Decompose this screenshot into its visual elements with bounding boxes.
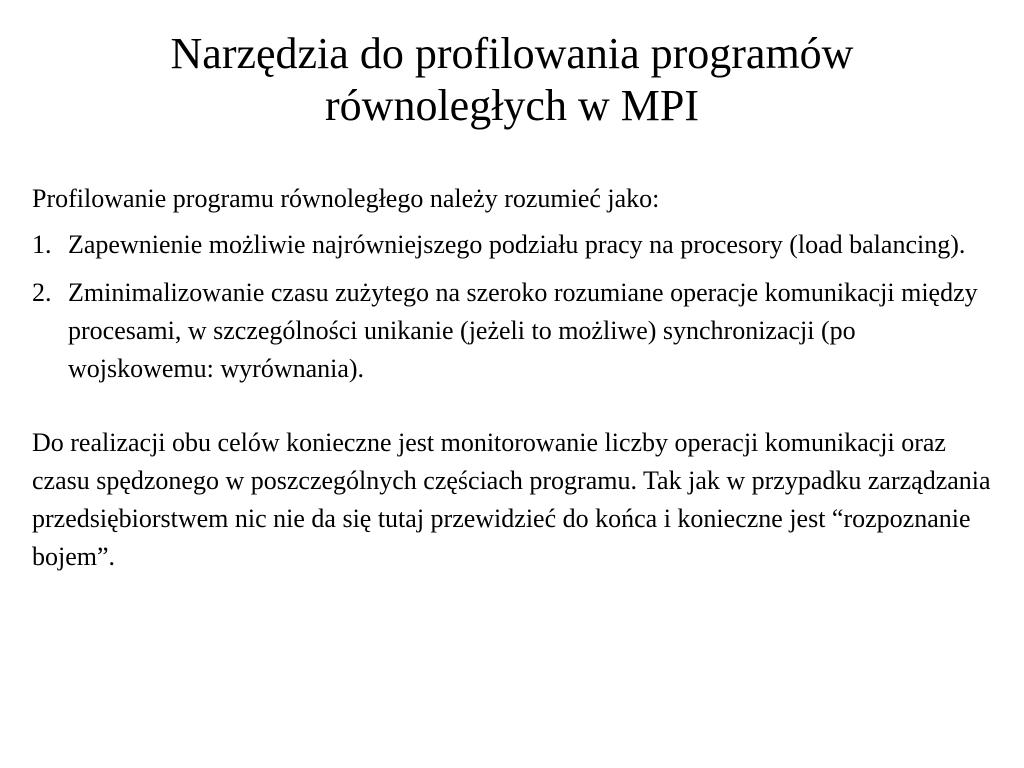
slide-title	[40, 28, 984, 132]
list-item-text: Zminimalizowanie czasu zużytego na szeroko rozumiane operacje komunikacji między procesami, w szczególności unikanie (jeżeli to możliwe) synchronizacji (po wojskowemu: wyrównania).	[68, 278, 978, 383]
list-item	[32, 274, 1002, 388]
list-item-number: 1.	[32, 230, 52, 259]
slide-title-line-1: Narzędzia do profilowania programów	[170, 29, 854, 78]
numbered-list	[32, 226, 1002, 388]
slide-title-line-2: równoległych w MPI	[325, 81, 699, 130]
list-item-text: Zapewnienie możliwie najrówniejszego podziału pracy na procesory (load balancing).	[68, 230, 966, 259]
list-item-number: 2.	[32, 278, 52, 307]
closing-paragraph: Do realizacji obu celów konieczne jest monitorowanie liczby operacji komunikacji oraz czasu spędzonego w poszczególnych częściach programu. Tak jak w przypadku zarządzania przedsiębiorstwem nic nie da się tutaj przewidzieć do końca i konieczne jest “rozpoznanie bojem”.	[32, 428, 991, 571]
list-item	[32, 226, 1002, 264]
slide-body	[32, 180, 1002, 576]
intro-text: Profilowanie programu równoległego należy rozumieć jako:	[32, 184, 660, 213]
